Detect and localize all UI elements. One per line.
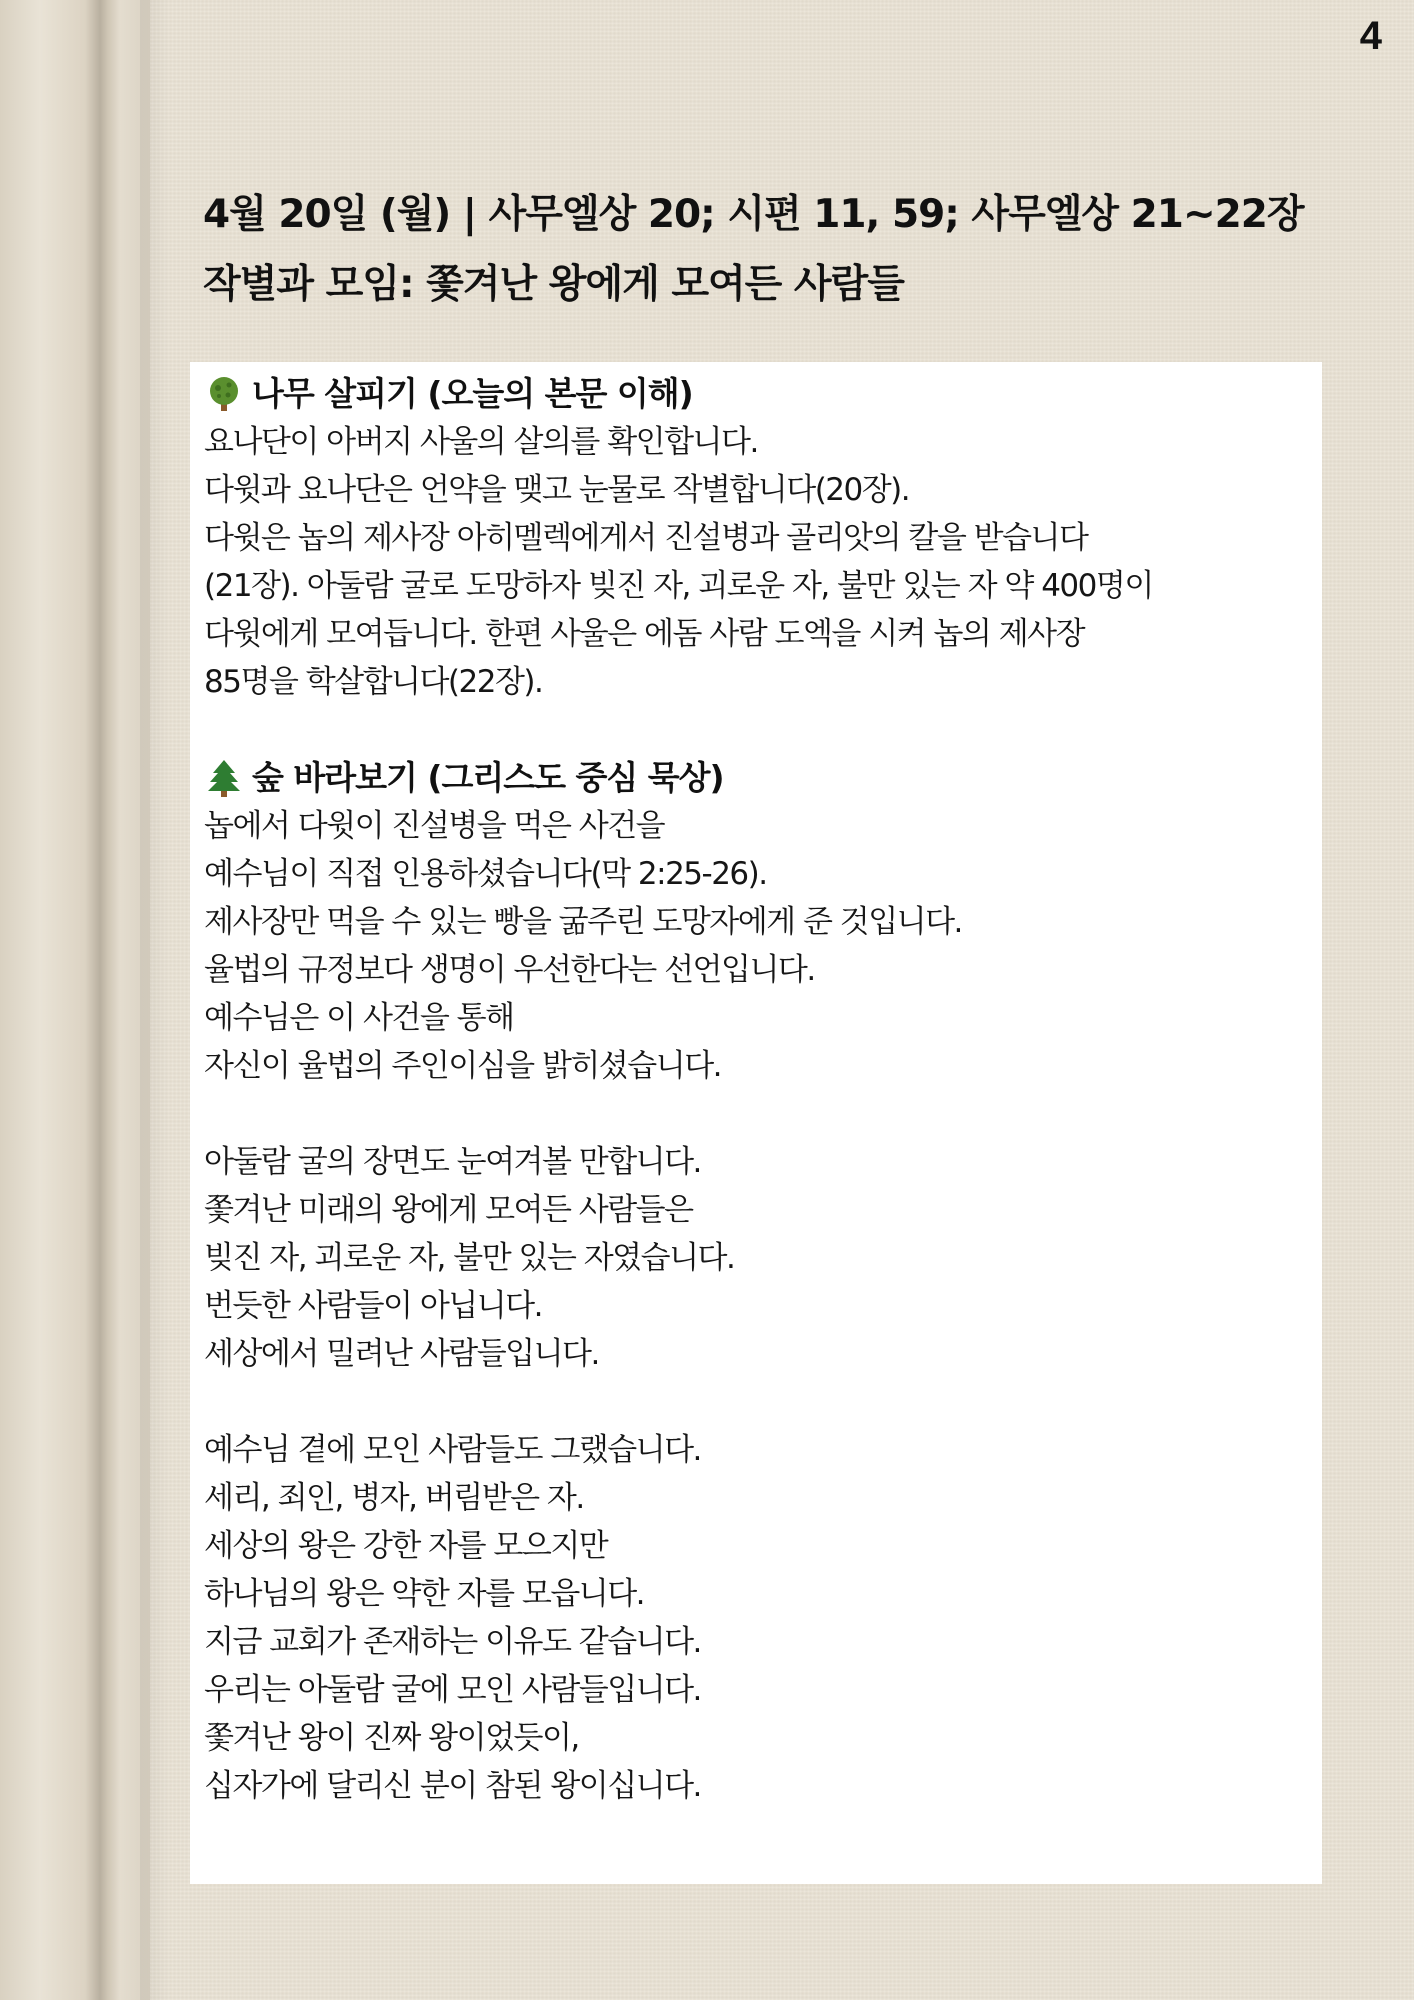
- text-line: 세리, 죄인, 병자, 버림받은 자.: [204, 1480, 584, 1516]
- text-line: 빚진 자, 괴로운 자, 불만 있는 자였습니다.: [204, 1240, 735, 1276]
- forest-paragraph-3: [204, 1426, 1310, 1810]
- section-title-label: 숲 바라보기 (그리스도 중심 묵상): [252, 758, 724, 797]
- forest-paragraph-2: [204, 1138, 1310, 1378]
- text-line: 세상에서 밀려난 사람들입니다.: [204, 1336, 599, 1372]
- evergreen-tree-icon: [204, 758, 244, 798]
- page-header: [203, 180, 1343, 320]
- text-line: 요나단이 아버지 사울의 살의를 확인합니다.: [204, 424, 758, 460]
- section-title-forest: [204, 754, 1310, 802]
- forest-paragraph-1: [204, 802, 1310, 1090]
- text-line: 다윗과 요나단은 언약을 맺고 눈물로 작별합니다(20장).: [204, 472, 910, 508]
- text-line: 예수님이 직접 인용하셨습니다(막 2:25-26).: [204, 856, 767, 892]
- text-line: 번듯한 사람들이 아닙니다.: [204, 1288, 542, 1324]
- text-line: 하나님의 왕은 약한 자를 모읍니다.: [204, 1576, 645, 1612]
- text-line: 다윗은 놉의 제사장 아히멜렉에게서 진설병과 골리앗의 칼을 받습니다: [204, 520, 1088, 556]
- text-line: 우리는 아둘람 굴에 모인 사람들입니다.: [204, 1672, 701, 1708]
- text-line: 다윗에게 모여듭니다. 한편 사울은 에돔 사람 도엑을 시켜 놉의 제사장: [204, 616, 1085, 652]
- book-spine: [0, 0, 150, 2000]
- page-number: 4: [1359, 14, 1382, 58]
- section-title-tree: [204, 370, 1310, 418]
- spine-shadow: [140, 0, 170, 2000]
- text-line: 아둘람 굴의 장면도 눈여겨볼 만합니다.: [204, 1144, 701, 1180]
- text-line: 85명을 학살합니다(22장).: [204, 664, 543, 700]
- text-line: 자신이 율법의 주인이심을 밝히셨습니다.: [204, 1048, 721, 1084]
- text-line: 놉에서 다윗이 진설병을 먹은 사건을: [204, 808, 665, 844]
- text-line: 세상의 왕은 강한 자를 모으지만: [204, 1528, 608, 1564]
- text-line: 쫓겨난 미래의 왕에게 모여든 사람들은: [204, 1192, 693, 1228]
- text-line: 제사장만 먹을 수 있는 빵을 굶주린 도망자에게 준 것입니다.: [204, 904, 962, 940]
- date-and-passage-heading: 4월 20일 (월) | 사무엘상 20; 시편 11, 59; 사무엘상 21~22장: [203, 192, 1304, 237]
- tree-icon: [204, 374, 244, 414]
- text-line: 율법의 규정보다 생명이 우선한다는 선언입니다.: [204, 952, 815, 988]
- text-line: 예수님은 이 사건을 통해: [204, 1000, 514, 1036]
- text-line: 쫓겨난 왕이 진짜 왕이었듯이,: [204, 1720, 579, 1756]
- content-box: [190, 362, 1322, 1884]
- page-title: 작별과 모임: 쫓겨난 왕에게 모여든 사람들: [203, 262, 904, 307]
- tree-section-body: [204, 418, 1310, 706]
- text-line: 지금 교회가 존재하는 이유도 같습니다.: [204, 1624, 701, 1660]
- text-line: 십자가에 달리신 분이 참된 왕이십니다.: [204, 1768, 701, 1804]
- text-line: 예수님 곁에 모인 사람들도 그랬습니다.: [204, 1432, 701, 1468]
- section-title-label: 나무 살피기 (오늘의 본문 이해): [252, 374, 693, 413]
- text-line: (21장). 아둘람 굴로 도망하자 빚진 자, 괴로운 자, 불만 있는 자 약 400명이: [204, 568, 1153, 604]
